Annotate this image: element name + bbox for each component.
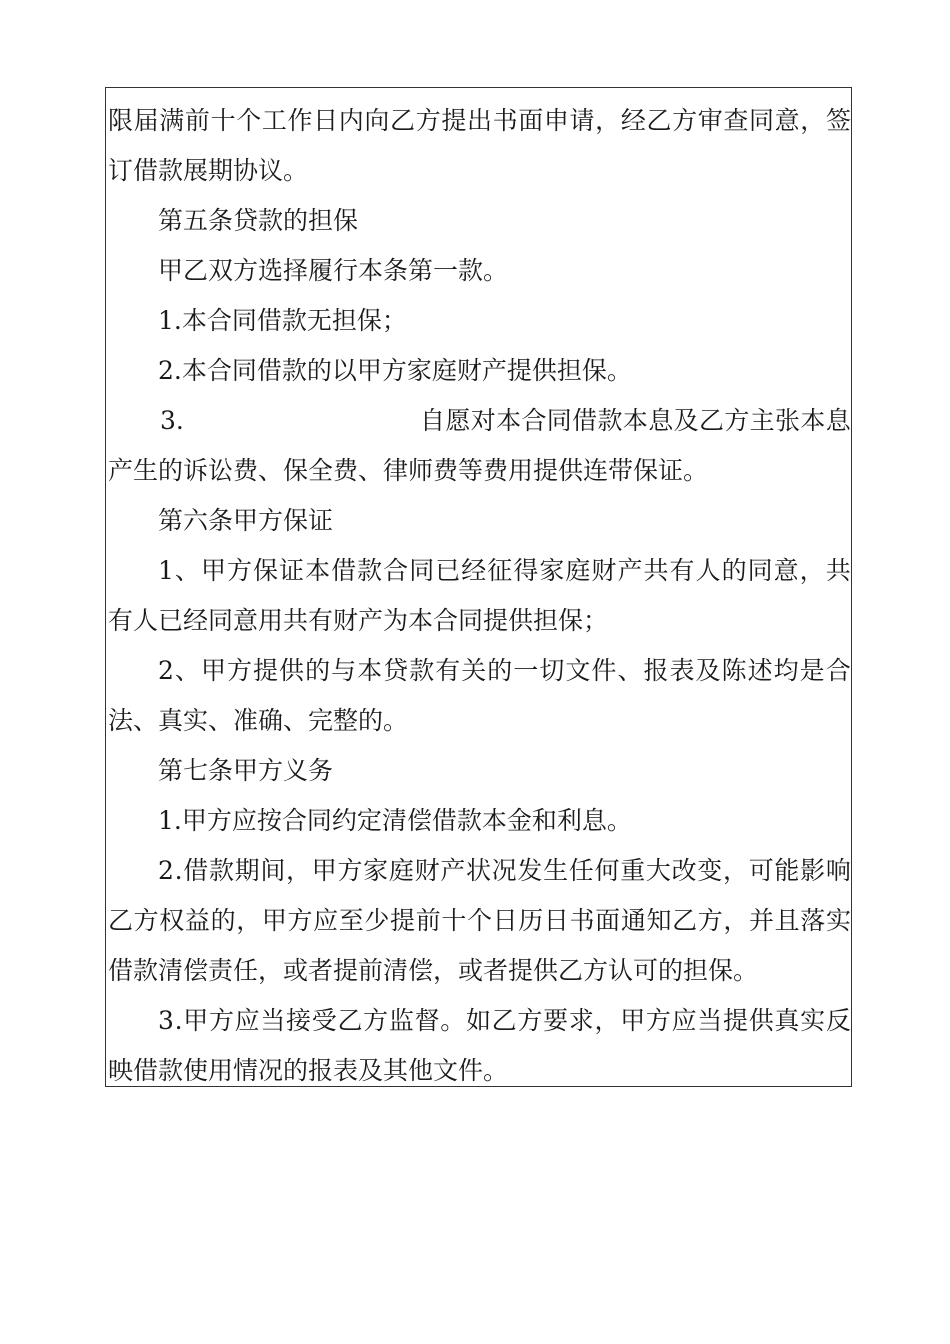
paragraph-line [158, 646, 851, 696]
text-glyph: 知 [646, 906, 672, 935]
text-glyph: 作 [287, 106, 313, 135]
text-glyph: 工 [261, 106, 287, 135]
section-heading: 第五条贷款的担保 [158, 206, 359, 235]
text-glyph: 本 [496, 406, 522, 435]
section-heading: 第六条甲方保证 [158, 506, 334, 535]
text-glyph: 证 [279, 556, 305, 585]
text-glyph: 出 [466, 106, 492, 135]
list-item [158, 996, 851, 1046]
text-glyph: 申 [543, 106, 569, 135]
text-glyph: ， [800, 106, 826, 135]
text-glyph: 件 [591, 656, 617, 685]
text-glyph: 至 [338, 906, 364, 935]
text-glyph: 内 [338, 106, 364, 135]
text-glyph: 十 [210, 106, 236, 135]
text-glyph: 可 [748, 856, 774, 885]
text-glyph: 经 [620, 106, 646, 135]
text-glyph: 本 [305, 556, 331, 585]
text-glyph: 方 [415, 106, 441, 135]
text-glyph: 期 [234, 856, 260, 885]
section-heading: 第七条甲方义务 [158, 756, 334, 785]
text-glyph: 提 [723, 1006, 749, 1035]
text-glyph: 方 [672, 106, 698, 135]
text-glyph: 报 [643, 656, 669, 685]
text-glyph: 贷 [383, 656, 409, 685]
text-glyph: 书 [569, 906, 595, 935]
text-glyph: 甲 [183, 1006, 209, 1035]
text-glyph: 面 [518, 106, 544, 135]
list-item-text [420, 396, 851, 446]
text-glyph: 签 [825, 106, 851, 135]
text-glyph: 方 [517, 1006, 543, 1035]
text-glyph: 求 [568, 1006, 594, 1035]
text-glyph: 、 [174, 556, 200, 585]
text-glyph: 前 [415, 906, 441, 935]
text-glyph: 甲 [200, 656, 226, 685]
text-glyph: 权 [159, 906, 185, 935]
text-glyph: 能 [774, 856, 800, 885]
text-glyph: 得 [513, 556, 539, 585]
text-glyph: 接 [286, 1006, 312, 1035]
text-glyph: 应 [671, 1006, 697, 1035]
text-glyph: 2 [158, 856, 174, 885]
text-glyph: 少 [364, 906, 390, 935]
text-glyph: 同 [749, 106, 775, 135]
text-glyph: 、 [617, 656, 643, 685]
text-glyph: 监 [388, 1006, 414, 1035]
text-glyph: 合 [383, 556, 409, 585]
text-glyph: 产 [440, 856, 466, 885]
text-glyph: 十 [441, 906, 467, 935]
text-glyph: 同 [546, 406, 572, 435]
text-glyph: 提 [441, 106, 467, 135]
text-glyph: 应 [234, 1006, 260, 1035]
text-glyph: ， [723, 856, 749, 885]
text-glyph: 方 [208, 1006, 234, 1035]
text-glyph: 庭 [388, 856, 414, 885]
text-glyph: 间 [260, 856, 286, 885]
text-glyph: 向 [364, 106, 390, 135]
text-glyph: 况 [491, 856, 517, 885]
text-glyph: 合 [521, 406, 547, 435]
text-glyph: 乙 [491, 1006, 517, 1035]
text-glyph: 愿 [445, 406, 471, 435]
text-glyph: 征 [487, 556, 513, 585]
text-glyph: 个 [466, 906, 492, 935]
text-glyph: 款 [597, 406, 623, 435]
text-glyph: 述 [747, 656, 773, 685]
text-glyph: 方 [226, 556, 252, 585]
text-glyph: 方 [724, 406, 750, 435]
document-frame [105, 87, 852, 1087]
paragraph-line [108, 896, 851, 946]
text-glyph: 家 [539, 556, 565, 585]
text-glyph: 方 [226, 656, 252, 685]
text-glyph: 有 [435, 656, 461, 685]
text-glyph: 乙 [672, 906, 698, 935]
text-glyph: 大 [645, 856, 671, 885]
paragraph-line: 有人已经同意用共有财产为本合同提供担保； [108, 606, 609, 635]
text-glyph: 实 [825, 906, 851, 935]
text-glyph: 当 [697, 1006, 723, 1035]
text-glyph: 的 [487, 656, 513, 685]
text-glyph: 日 [543, 906, 569, 935]
text-glyph: 面 [595, 906, 621, 935]
text-glyph: 日 [492, 906, 518, 935]
text-glyph: 实 [800, 1006, 826, 1035]
text-glyph: 方 [337, 856, 363, 885]
text-glyph: 主 [749, 406, 775, 435]
text-glyph: 已 [435, 556, 461, 585]
text-glyph: 文 [565, 656, 591, 685]
text-glyph: 保 [253, 556, 279, 585]
text-glyph: 经 [461, 556, 487, 585]
text-glyph: 借 [572, 406, 598, 435]
text-glyph: 家 [363, 856, 389, 885]
text-glyph: 庭 [565, 556, 591, 585]
text-glyph: 本 [357, 656, 383, 685]
text-glyph: 何 [594, 856, 620, 885]
text-glyph: 且 [774, 906, 800, 935]
text-glyph: 响 [825, 856, 851, 885]
text-glyph: 的 [305, 656, 331, 685]
text-glyph: 益 [184, 906, 210, 935]
text-glyph: 日 [313, 106, 339, 135]
text-glyph: 受 [311, 1006, 337, 1035]
text-glyph: 共 [643, 556, 669, 585]
text-glyph: 限 [108, 106, 134, 135]
text-glyph: 息 [825, 406, 851, 435]
text-glyph: 本 [800, 406, 826, 435]
text-glyph: 合 [825, 656, 851, 685]
text-glyph: 乙 [337, 1006, 363, 1035]
text-glyph: 借 [331, 556, 357, 585]
text-glyph: 督 [414, 1006, 440, 1035]
text-glyph: 张 [775, 406, 801, 435]
text-glyph: 历 [518, 906, 544, 935]
text-glyph: 落 [800, 906, 826, 935]
text-glyph: ， [236, 906, 262, 935]
text-glyph: 与 [331, 656, 357, 685]
text-glyph: 前 [184, 106, 210, 135]
text-glyph: 方 [363, 1006, 389, 1035]
text-glyph: 表 [669, 656, 695, 685]
text-glyph: 届 [133, 106, 159, 135]
text-glyph: 财 [414, 856, 440, 885]
text-glyph: 发 [517, 856, 543, 885]
text-glyph: 方 [697, 906, 723, 935]
text-glyph: 状 [465, 856, 491, 885]
text-glyph: 3 [158, 1006, 174, 1035]
text-glyph: 应 [313, 906, 339, 935]
text-glyph: 如 [465, 1006, 491, 1035]
text-glyph: ， [723, 906, 749, 935]
text-glyph: ， [799, 556, 825, 585]
text-glyph: 甲 [200, 556, 226, 585]
text-glyph: 关 [461, 656, 487, 685]
text-glyph: 意 [773, 556, 799, 585]
text-glyph: 自 [420, 406, 446, 435]
text-glyph: 款 [409, 656, 435, 685]
text-glyph: 同 [409, 556, 435, 585]
text-glyph: 乙 [390, 106, 416, 135]
text-glyph: 审 [697, 106, 723, 135]
text-glyph: 均 [773, 656, 799, 685]
text-glyph: 反 [825, 1006, 851, 1035]
text-glyph: 乙 [108, 906, 134, 935]
text-glyph: 满 [159, 106, 185, 135]
text-glyph: 一 [513, 656, 539, 685]
text-glyph: 陈 [721, 656, 747, 685]
text-glyph: 有 [669, 556, 695, 585]
text-glyph: 款 [357, 556, 383, 585]
list-item: 1.本合同借款无担保； [158, 306, 407, 335]
text-glyph: 。 [440, 1006, 466, 1035]
text-glyph: 生 [543, 856, 569, 885]
text-glyph: 乙 [646, 106, 672, 135]
text-glyph: 方 [287, 906, 313, 935]
text-glyph: 的 [721, 556, 747, 585]
text-glyph: 查 [723, 106, 749, 135]
text-glyph: 方 [133, 906, 159, 935]
text-glyph: 要 [543, 1006, 569, 1035]
text-glyph: 任 [568, 856, 594, 885]
text-glyph: 产 [617, 556, 643, 585]
paragraph-line: 甲乙双方选择履行本条第一款。 [158, 256, 509, 285]
text-glyph: 款 [208, 856, 234, 885]
text-glyph: 影 [800, 856, 826, 885]
text-glyph: 甲 [311, 856, 337, 885]
text-glyph: 真 [774, 1006, 800, 1035]
text-glyph: 请 [569, 106, 595, 135]
text-glyph: ， [595, 106, 621, 135]
text-glyph: 乙 [698, 406, 724, 435]
text-glyph: 切 [539, 656, 565, 685]
text-glyph: 通 [620, 906, 646, 935]
list-item: 1.甲方应按合同约定清偿借款本金和利息。 [158, 806, 632, 835]
text-glyph: 书 [492, 106, 518, 135]
text-glyph: 提 [253, 656, 279, 685]
text-glyph: 提 [390, 906, 416, 935]
text-glyph: 2 [158, 656, 174, 685]
text-glyph: 供 [748, 1006, 774, 1035]
text-glyph: 个 [236, 106, 262, 135]
text-glyph: 供 [279, 656, 305, 685]
list-item [158, 846, 851, 896]
text-glyph: 息 [648, 406, 674, 435]
paragraph-line: 产生的诉讼费、保全费、律师费等费用提供连带保证。 [108, 456, 709, 485]
text-glyph: 财 [591, 556, 617, 585]
text-glyph: 甲 [620, 1006, 646, 1035]
text-glyph: 、 [174, 656, 200, 685]
text-glyph: ， [594, 1006, 620, 1035]
list-item-number: 3. [160, 406, 184, 435]
paragraph-line: 订借款展期协议。 [108, 156, 309, 185]
text-glyph: 当 [260, 1006, 286, 1035]
text-glyph: ， [286, 856, 312, 885]
text-glyph: 及 [673, 406, 699, 435]
paragraph-line [158, 546, 851, 596]
text-glyph: 借 [183, 856, 209, 885]
paragraph-line [108, 96, 851, 146]
paragraph-line: 映借款使用情况的报表及其他文件。 [108, 1056, 509, 1085]
text-glyph: . [174, 1006, 183, 1035]
text-glyph: 意 [774, 106, 800, 135]
list-item: 2.本合同借款的以甲方家庭财产提供担保。 [158, 356, 632, 385]
text-glyph: 并 [749, 906, 775, 935]
text-glyph: 同 [747, 556, 773, 585]
text-glyph: 是 [799, 656, 825, 685]
text-glyph: 及 [695, 656, 721, 685]
paragraph-line: 法、真实、准确、完整的。 [108, 706, 409, 735]
text-glyph: 1 [158, 556, 174, 585]
text-glyph: 对 [470, 406, 496, 435]
text-glyph: . [174, 856, 183, 885]
text-glyph: 甲 [261, 906, 287, 935]
text-glyph: 方 [645, 1006, 671, 1035]
paragraph-line: 借款清偿责任，或者提前清偿，或者提供乙方认可的担保。 [108, 956, 759, 985]
text-glyph: 人 [695, 556, 721, 585]
text-glyph: 改 [671, 856, 697, 885]
text-glyph: 共 [825, 556, 851, 585]
text-glyph: 变 [697, 856, 723, 885]
text-glyph: 的 [210, 906, 236, 935]
text-glyph: 本 [622, 406, 648, 435]
list-item [108, 396, 851, 446]
text-glyph: 重 [620, 856, 646, 885]
